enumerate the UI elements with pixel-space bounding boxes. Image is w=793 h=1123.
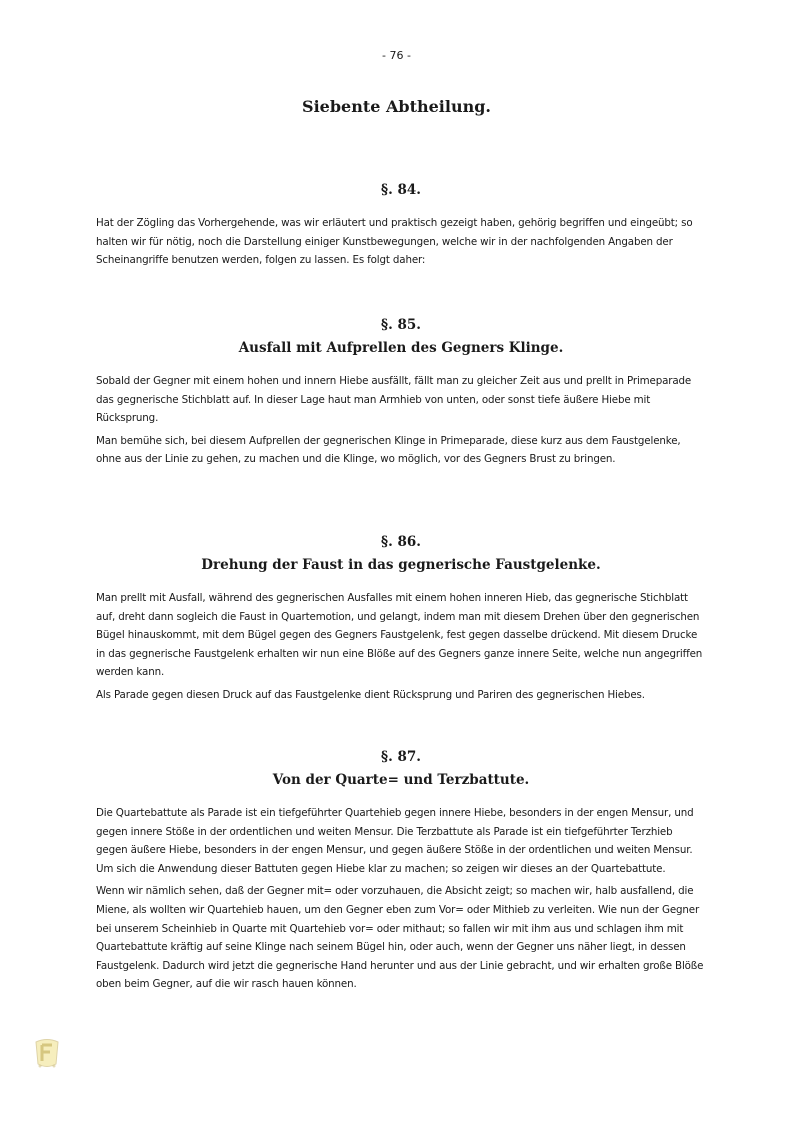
section-subtitle: Drehung der Faust in das gegnerische Faustgelenke. bbox=[201, 557, 601, 573]
paragraph: Hat der Zögling das Vorhergehende, was wir erläutert und praktisch gezeigt haben, gehörig begriffen und eingeübt; so halten wir für nötig, noch die Darstellung einiger Kunstbewegungen, welche wir in der nachfolgenden Angaben der Scheinangriffe benutzen werden, folgen zu lassen. Es folgt daher: bbox=[96, 217, 693, 267]
paragraph: Man prellt mit Ausfall, während des gegnerischen Ausfalles mit einem hohen inneren Hieb, das gegnerische Stichblatt auf, dreht dann sogleich die Faust in Quartemotion, und gelangt, indem man mit diesem Drehen über den gegnerischen Bügel hinauskommt, mit dem Bügel gegen des Gegners Faustgelenk, fest gegen dasselbe drückend. Mit diesem Drucke in das gegnerische Faustgelenk erhalten wir nun eine Blöße auf des Gegners ganze innere Seite, welche nun angegriffen werden kann. bbox=[96, 592, 703, 679]
section-heading bbox=[96, 179, 706, 202]
section-heading bbox=[96, 314, 706, 360]
section-87 bbox=[96, 746, 706, 998]
section-subtitle: Von der Quarte= und Terzbattute. bbox=[272, 772, 530, 788]
section-heading bbox=[96, 746, 706, 792]
section-number: §. 85. bbox=[381, 317, 421, 333]
section-number: §. 84. bbox=[381, 182, 421, 198]
paragraph: Man bemühe sich, bei diesem Aufprellen der gegnerischen Klinge in Primeparade, diese kurz aus dem Faustgelenke, ohne aus der Linie zu gehen, zu machen und die Klinge, wo möglich, vor des Gegners Brust zu bringen. bbox=[96, 434, 681, 466]
section-body bbox=[96, 214, 706, 270]
section-85 bbox=[96, 314, 706, 473]
paragraph: Die Quartebattute als Parade ist ein tiefgeführter Quartehieb gegen innere Hiebe, besonders in der engen Mensur, und gegen innere Stöße in der ordentlichen und weiten Mensur. Die Terzbattute als Parade ist ein tiefgeführter Terzhieb gegen äußere Hiebe, besonders in der engen Mensur, und gegen äußere Stöße in der ordentlichen und weiten Mensur. Um sich die Anwendung dieser Battuten gegen Hiebe klar zu machen; so zeigen wir dieses an der Quartebattute. bbox=[96, 807, 694, 875]
page-number: - 76 - bbox=[382, 49, 411, 62]
paragraph: Wenn wir nämlich sehen, daß der Gegner mit= oder vorzuhauen, die Absicht zeigt; so machen wir, halb ausfallend, die Miene, als wollten wir Quartehieb hauen, um den Gegner eben zum Vor= oder Mithieb zu verleiten. Wie nun der Gegner bei unserem Scheinhieb in Quarte mit Quartehieb vor= oder mithaut; so fallen wir mit ihm aus und schlagen ihm mit Quartebattute kräftig auf seine Klinge nach seinem Bügel hin, oder auch, wenn der Gegner uns näher liegt, in dessen Faustgelenk. Dadurch wird jetzt die gegnerische Hand herunter und aus der Linie gebracht, und wir erhalten große Blöße oben beim Gegner, auf die wir rasch hauen können. bbox=[96, 885, 704, 991]
section-body bbox=[96, 589, 706, 705]
section-body bbox=[96, 372, 706, 469]
section-number: §. 86. bbox=[381, 534, 421, 550]
paragraph: Als Parade gegen diesen Druck auf das Faustgelenke dient Rücksprung und Pariren des gegnerischen Hiebes. bbox=[96, 688, 645, 701]
section-body bbox=[96, 804, 706, 994]
section-subtitle: Ausfall mit Aufprellen des Gegners Klinge. bbox=[238, 340, 564, 356]
section-number: §. 87. bbox=[381, 749, 421, 765]
paragraph: Sobald der Gegner mit einem hohen und innern Hiebe ausfällt, fällt man zu gleicher Zeit aus und prellt in Primeparade das gegnerische Stichblatt auf. In dieser Lage haut man Armhieb von unten, oder sonst tiefe äußere Hiebe mit Rücksprung. bbox=[96, 375, 692, 425]
section-86 bbox=[96, 531, 706, 709]
section-heading bbox=[96, 531, 706, 577]
library-stamp-icon bbox=[32, 1036, 62, 1070]
page-title: Siebente Abtheilung. bbox=[302, 97, 491, 116]
section-84 bbox=[96, 179, 706, 274]
